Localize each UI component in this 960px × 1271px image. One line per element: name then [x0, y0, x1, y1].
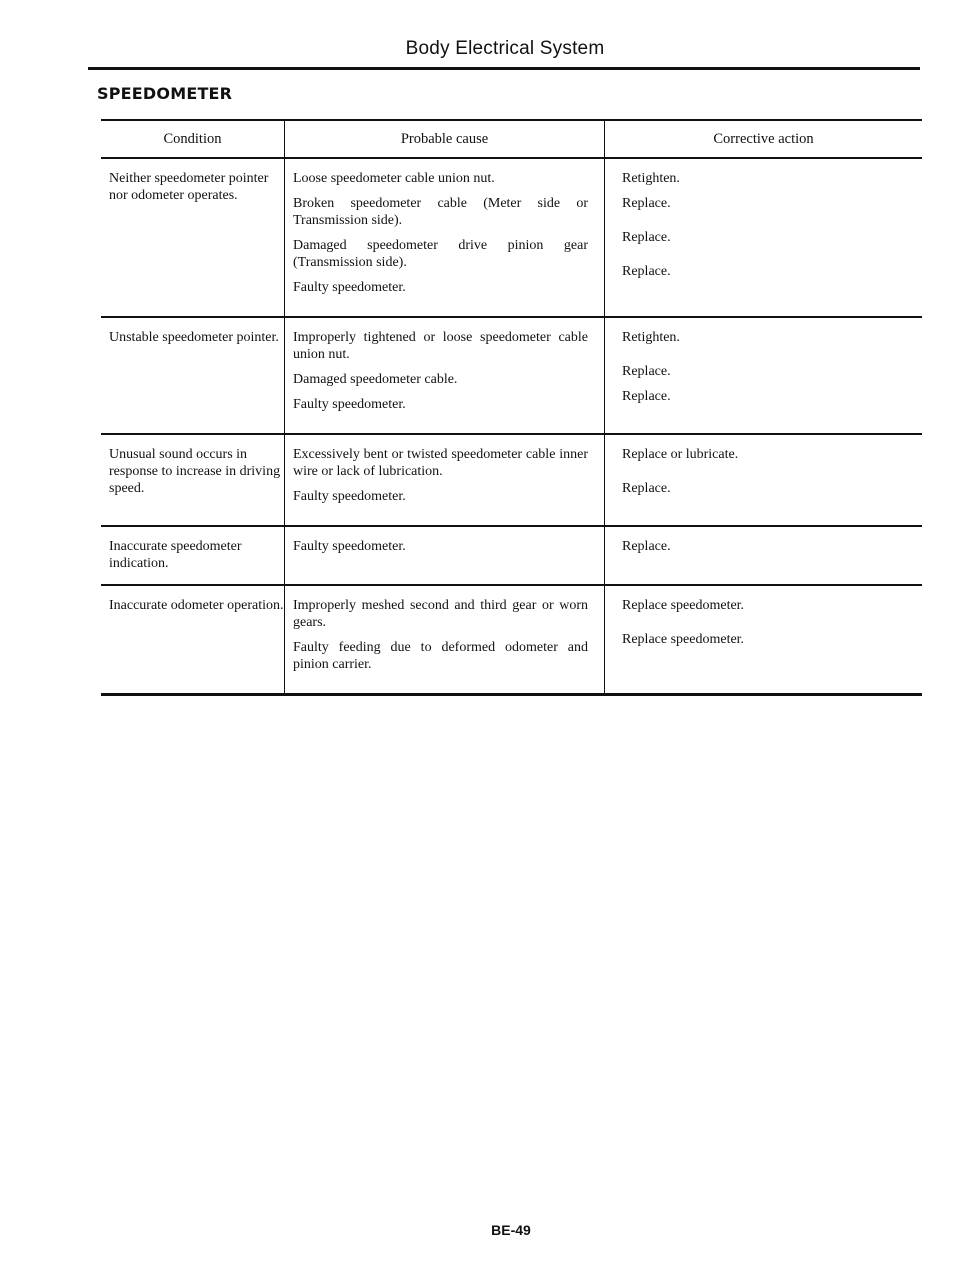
table-row: [101, 318, 922, 435]
cause-text: Damaged speedometer drive pinion gear (Transmission side).: [293, 238, 588, 270]
condition-text: Unstable speedometer pointer.: [109, 330, 279, 345]
action-text: Retighten.: [622, 171, 680, 186]
corrective-action-cell: [604, 586, 922, 693]
table-row: [101, 586, 922, 693]
cause-text: Faulty feeding due to deformed odometer and pinion carrier.: [293, 640, 588, 672]
probable-cause-cell: [284, 159, 604, 316]
condition-text: Inaccurate odometer operation.: [109, 598, 284, 613]
troubleshooting-table: [101, 119, 922, 696]
action-text: Replace.: [622, 196, 671, 211]
action-text: Replace speedometer.: [622, 632, 745, 647]
table-row: [101, 159, 922, 318]
condition-text: Inaccurate speedometer indication.: [109, 539, 242, 571]
column-header-condition: Condition: [163, 130, 222, 147]
cause-text: Excessively bent or twisted speedometer cable inner wire or lack of lubrication.: [293, 447, 588, 479]
action-text: Replace.: [622, 230, 671, 245]
condition-text: Unusual sound occurs in response to increase in driving speed.: [109, 447, 281, 496]
condition-cell: [101, 435, 284, 525]
probable-cause-cell: [284, 435, 604, 525]
corrective-action-cell: [604, 435, 922, 525]
action-text: Replace speedometer.: [622, 598, 745, 613]
cause-text: Faulty speedometer.: [293, 397, 406, 412]
page-number: BE-49: [491, 1222, 531, 1238]
cause-text: Improperly tightened or loose speedometer cable union nut.: [293, 330, 588, 362]
table-row: [101, 435, 922, 527]
table-row: [101, 527, 922, 586]
column-header-corrective-action: Corrective action: [604, 121, 922, 157]
probable-cause-cell: [284, 586, 604, 693]
cause-text: Faulty speedometer.: [293, 280, 406, 295]
header-rule: [88, 67, 920, 70]
table-body: [101, 159, 922, 693]
page-header-title: Body Electrical System: [405, 38, 605, 59]
cause-text: Faulty speedometer.: [293, 539, 406, 554]
corrective-action-cell: [604, 159, 922, 316]
corrective-action-cell: [604, 318, 922, 433]
column-header-probable-cause: Probable cause: [284, 121, 604, 157]
condition-cell: [101, 159, 284, 316]
table-header: [101, 121, 922, 159]
corrective-action-cell: [604, 527, 922, 584]
action-text: Replace.: [622, 389, 671, 404]
condition-text: Neither speedometer pointer nor odometer operates.: [109, 171, 269, 203]
cause-text: Improperly meshed second and third gear or worn gears.: [293, 598, 588, 630]
action-text: Replace.: [622, 264, 671, 279]
action-text: Replace.: [622, 364, 671, 379]
cause-text: Faulty speedometer.: [293, 489, 406, 504]
action-text: Replace or lubricate.: [622, 447, 739, 462]
probable-cause-cell: [284, 318, 604, 433]
cause-text: Loose speedometer cable union nut.: [293, 171, 495, 186]
probable-cause-cell: [284, 527, 604, 584]
cause-text: Broken speedometer cable (Meter side or Transmission side).: [293, 196, 588, 228]
action-text: Retighten.: [622, 330, 680, 345]
action-text: Replace.: [622, 539, 671, 554]
condition-cell: [101, 527, 284, 584]
condition-cell: [101, 318, 284, 433]
section-title: SPEEDOMETER: [97, 84, 233, 103]
action-text: Replace.: [622, 481, 671, 496]
cause-text: Damaged speedometer cable.: [293, 372, 458, 387]
condition-cell: [101, 586, 284, 693]
